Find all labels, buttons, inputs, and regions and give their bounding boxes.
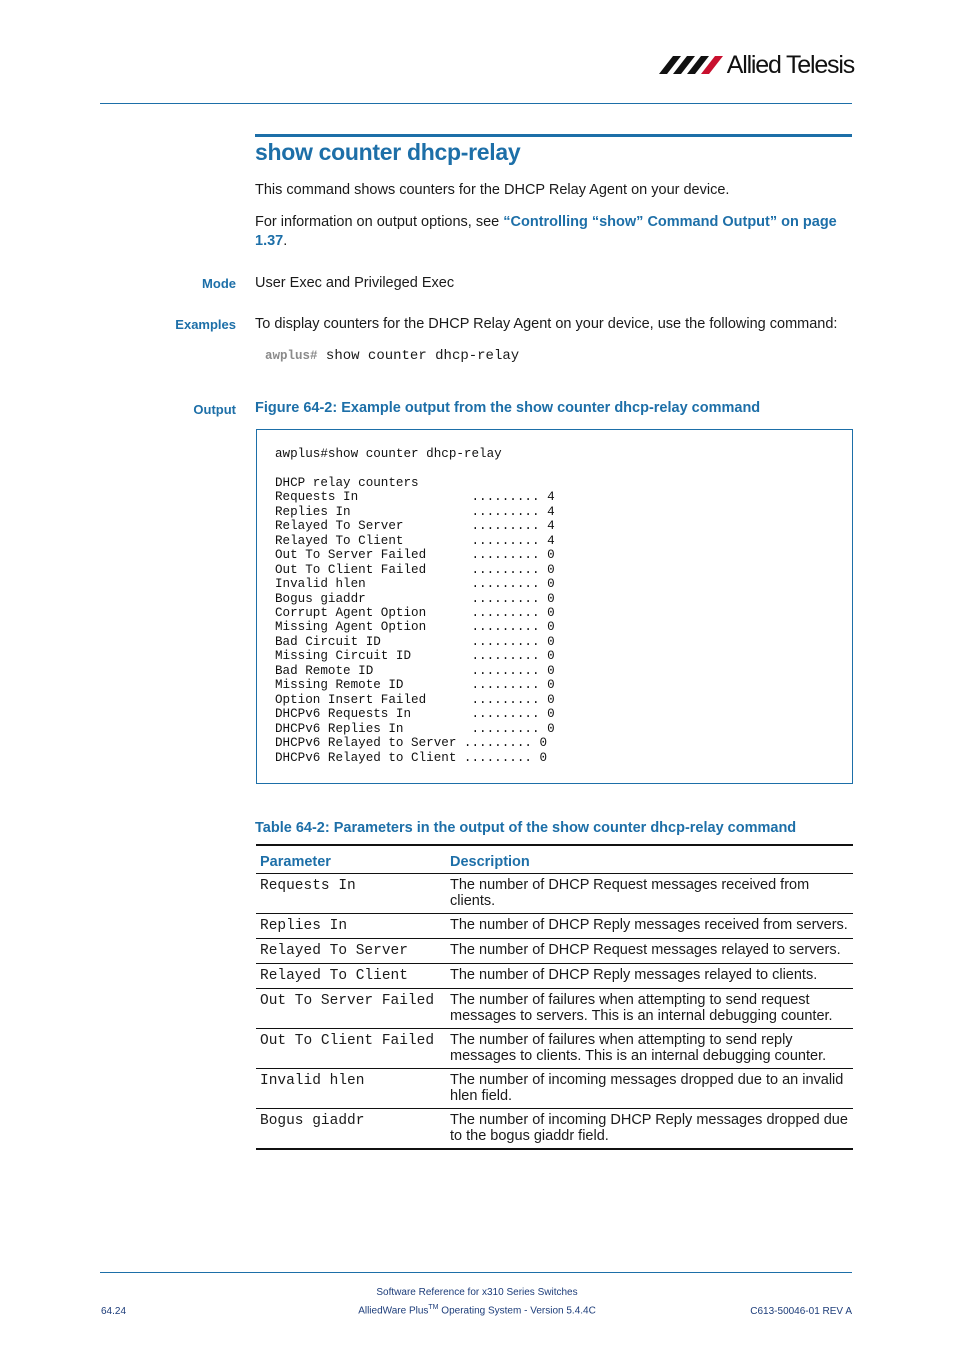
table-header-row [256, 845, 853, 874]
mode-text: User Exec and Privileged Exec [255, 275, 455, 291]
desc-cell: The number of incoming messages dropped due to an invalid hlen field. [446, 1069, 853, 1109]
desc-cell: The number of DHCP Reply messages received from servers. [446, 914, 853, 939]
table-row [256, 1069, 853, 1109]
param-cell: Bogus giaddr [260, 1113, 365, 1129]
output-label: Output [193, 402, 236, 417]
param-cell: Replies In [256, 914, 446, 939]
document-id: C613-50046-01 REV A [750, 1306, 852, 1317]
example-command [265, 348, 519, 364]
desc-cell: The number of failures when attempting to send request messages to servers. This is an internal debugging counter. [446, 989, 853, 1029]
command-text: show counter dhcp-relay [325, 348, 520, 364]
param-cell: Out To Server Failed [256, 989, 446, 1029]
desc-cell: The number of DHCP Request messages relayed to servers. [446, 939, 853, 964]
footer-rule [100, 1272, 852, 1273]
table-row [256, 1029, 853, 1069]
footer-title: Software Reference for x310 Series Switches [376, 1287, 578, 1298]
examples-label: Examples [175, 317, 236, 332]
info-prefix: For information on output options, see [255, 214, 504, 230]
intro-paragraph: This command shows counters for the DHCP Relay Agent on your device. [255, 182, 730, 198]
logo-mark-icon [659, 54, 723, 76]
param-cell: Requests In [256, 874, 446, 914]
table-row [256, 914, 853, 939]
command-prompt: awplus# [265, 349, 318, 363]
header-rule [100, 103, 852, 104]
title-rule [255, 134, 852, 137]
param-cell: Relayed To Server [256, 939, 446, 964]
page-title: show counter dhcp-relay [255, 139, 521, 165]
param-cell: Invalid hlen [256, 1069, 446, 1109]
logo-text: Allied Telesis [726, 50, 854, 79]
table-caption: Table 64-2: Parameters in the output of the show counter dhcp-relay command [255, 820, 797, 836]
info-suffix: . [283, 233, 288, 249]
examples-text: To display counters for the DHCP Relay Agent on your device, use the following command: [255, 316, 838, 332]
table-row [256, 939, 853, 964]
output-options-link[interactable]: “Controlling “show” Command Output” on page 1.37 [255, 214, 837, 249]
description-header: Description [446, 845, 853, 874]
table-row [256, 874, 853, 914]
desc-cell: The number of DHCP Reply messages relayed to clients. [446, 964, 853, 989]
table-row [256, 964, 853, 989]
allied-telesis-logo [659, 50, 854, 80]
parameters-table [256, 844, 853, 1150]
footer-product: AlliedWare Plus [358, 1305, 429, 1317]
parameter-header: Parameter [256, 845, 446, 874]
figure-caption: Figure 64-2: Example output from the show counter dhcp-relay command [255, 400, 761, 416]
page-number: 64.24 [101, 1306, 127, 1317]
output-text: awplus#show counter dhcp-relay DHCP relay counters Requests In ......... 4 Replies In ......... 4 Relayed To Server ......... 4 Relayed To Client ......... 4 Out To Server Failed ......... 0 Out To Client Failed ......... 0 Invalid hlen ......... 0 Bogus giaddr ......... 0 Corrupt Agent Option ......... 0 Missing Agent Option ......... 0 Bad Circuit ID ......... 0 Missing Circuit ID ......... 0 Bad Remote ID ......... 0 Missing Remote ID ......... 0 Option Insert Failed ......... 0 DHCPv6 Requests In ......... 0 DHCPv6 Replies In ......... 0 DHCPv6 Relayed to Server ......... 0 DHCPv6 Relayed to Client ......... 0 [275, 447, 555, 765]
param-cell: Out To Client Failed [256, 1029, 446, 1069]
output-box [256, 429, 853, 784]
desc-cell: The number of failures when attempting to send reply messages to clients. This is an internal debugging counter. [446, 1029, 853, 1069]
info-paragraph [255, 213, 845, 251]
param-cell: Relayed To Client [256, 964, 446, 989]
table-row [256, 1109, 853, 1150]
footer-os-version: Operating System - Version 5.4.4C [438, 1305, 596, 1317]
desc-cell: The number of incoming DHCP Reply messages dropped due to the bogus giaddr field. [450, 1112, 848, 1144]
desc-cell: The number of DHCP Request messages received from clients. [446, 874, 853, 914]
mode-label: Mode [202, 276, 236, 291]
table-row [256, 989, 853, 1029]
footer-tm: TM [428, 1304, 439, 1311]
